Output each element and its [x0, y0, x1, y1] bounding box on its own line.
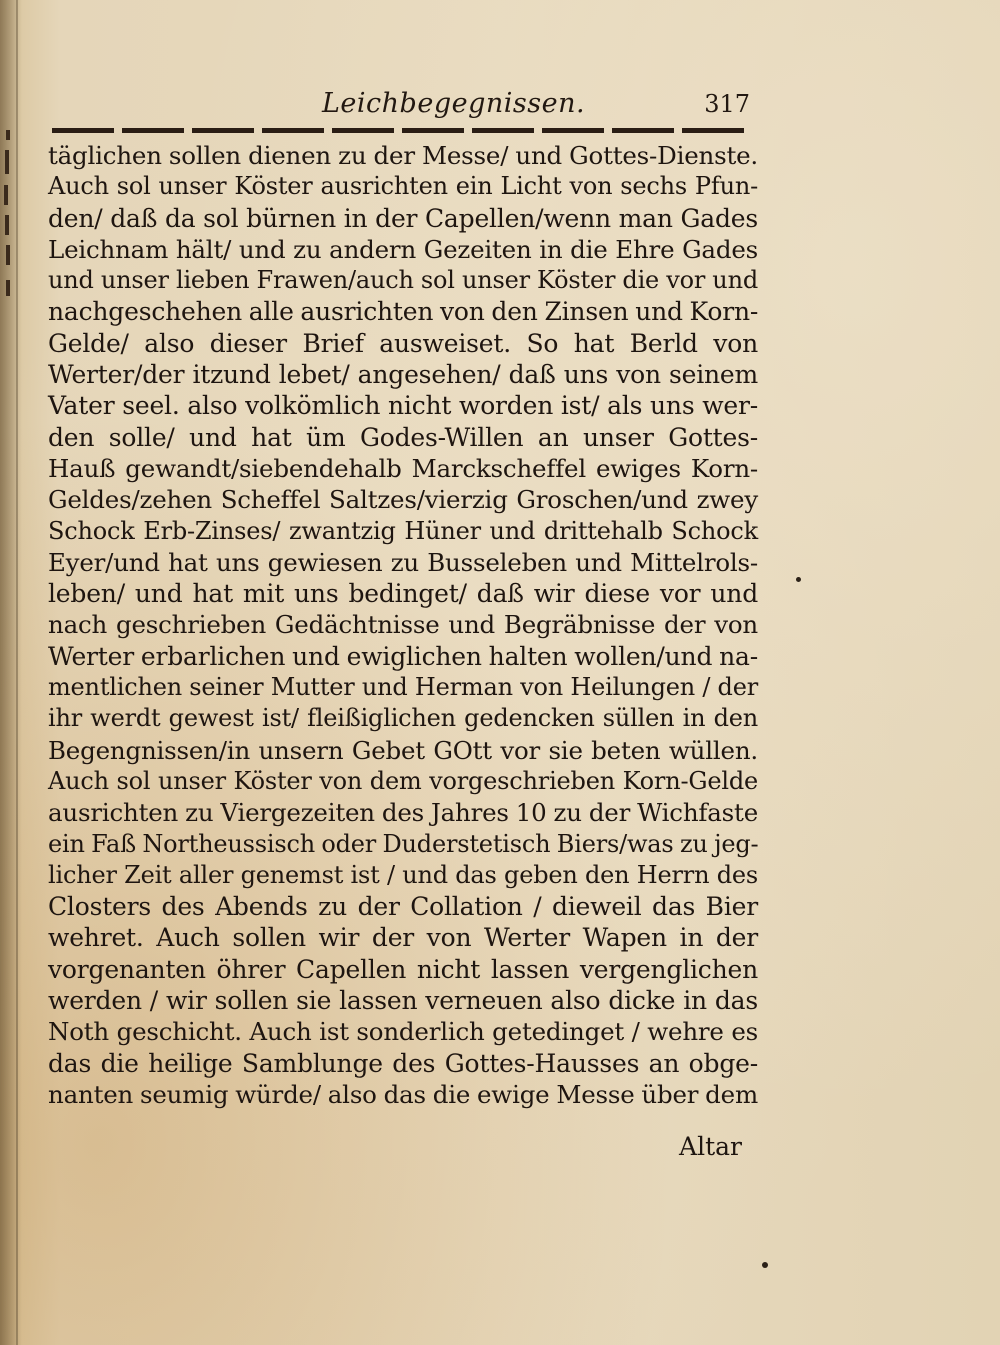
text-line: ein Faß Northeussisch oder Duderstetisch Biers/was zu jeg- [48, 829, 759, 858]
catchword: Altar [679, 1132, 742, 1161]
text-line: den/ daß da sol bürnen in der Capellen/wenn man Gades [48, 203, 758, 233]
text-line: Hauß gewandt/siebendehalb Marckscheffel ewiges Korn- [48, 453, 758, 483]
gutter-mark [5, 215, 9, 235]
text-line: Eyer/und hat uns gewiesen zu Busseleben und Mittelrols- [48, 547, 758, 577]
gutter-mark [6, 245, 10, 265]
text-line: und unser lieben Frawen/auch sol unser Köster die vor und [48, 266, 758, 295]
text-line: Begengnissen/in unsern Gebet GOtt vor sie beten wüllen. [48, 735, 758, 765]
text-line: vorgenanten öhrer Capellen nicht lassen vergenglichen [48, 954, 758, 984]
text-line: Noth geschicht. Auch ist sonderlich getedinget / wehre es [48, 1017, 758, 1047]
text-line: wehret. Auch sollen wir der von Werter Wapen in der [48, 923, 758, 953]
text-line: Werter/der itzund lebet/ angesehen/ daß uns von seinem [48, 360, 758, 390]
gutter-mark [6, 280, 10, 296]
text-line: leben/ und hat mit uns bedinget/ daß wir diese vor und [48, 579, 758, 609]
page-header [50, 88, 750, 128]
text-line: Vater seel. also volkömlich nicht worden ist/ als uns wer- [48, 391, 758, 421]
text-line: Closters des Abends zu der Collation / dieweil das Bier [48, 892, 758, 922]
ink-speck [796, 577, 801, 582]
text-line: Geldes/zehen Scheffel Saltzes/vierzig Groschen/und zwey [48, 485, 758, 515]
text-line: licher Zeit aller genemst ist / und das geben den Herrn des [48, 860, 758, 889]
ink-speck [762, 1262, 768, 1268]
text-line: nanten seumig würde/ also das die ewige Messe über dem [48, 1079, 758, 1109]
text-line: den solle/ und hat üm Godes-Willen an unser Gottes- [48, 422, 758, 452]
text-line: Auch sol unser Köster ausrichten ein Licht von sechs Pfun- [48, 172, 758, 201]
text-line: täglichen sollen dienen zu der Messe/ und Gottes-Dienste. [48, 141, 758, 170]
text-line: Gelde/ also dieser Brief ausweiset. So hat Berld von [48, 328, 758, 358]
page-number: 317 [704, 90, 750, 118]
header-rule [52, 128, 750, 133]
gutter-mark [4, 185, 8, 205]
text-line: Schock Erb-Zinses/ zwantzig Hüner und drittehalb Schock [48, 516, 758, 545]
gutter-mark [6, 130, 10, 140]
binding-edge [16, 0, 18, 1345]
text-line: ausrichten zu Viergezeiten des Jahres 10 zu der Wichfaste [48, 798, 758, 828]
gutter-mark [5, 150, 9, 174]
text-line: das die heilige Samblunge des Gottes-Hausses an obge- [48, 1048, 758, 1078]
text-line: mentlichen seiner Mutter und Herman von Heilungen / der [48, 673, 758, 702]
text-line: Leichnam hält/ und zu andern Gezeiten in die Ehre Gades [48, 234, 758, 264]
running-head: Leichbegegnissen. [322, 88, 586, 119]
text-line: werden / wir sollen sie lassen verneuen also dicke in das [48, 986, 758, 1016]
text-line: Werter erbarlichen und ewiglichen halten wollen/und na- [48, 641, 758, 671]
body-text [48, 140, 758, 1110]
text-line: nach geschrieben Gedächtnisse und Begräbnisse der von [48, 610, 758, 640]
text-line: nachgeschehen alle ausrichten von den Zinsen und Korn- [48, 297, 759, 327]
text-line: Auch sol unser Köster von dem vorgeschrieben Korn-Gelde [48, 766, 758, 795]
text-line: ihr werdt gewest ist/ fleißiglichen gedencken süllen in den [48, 704, 758, 733]
